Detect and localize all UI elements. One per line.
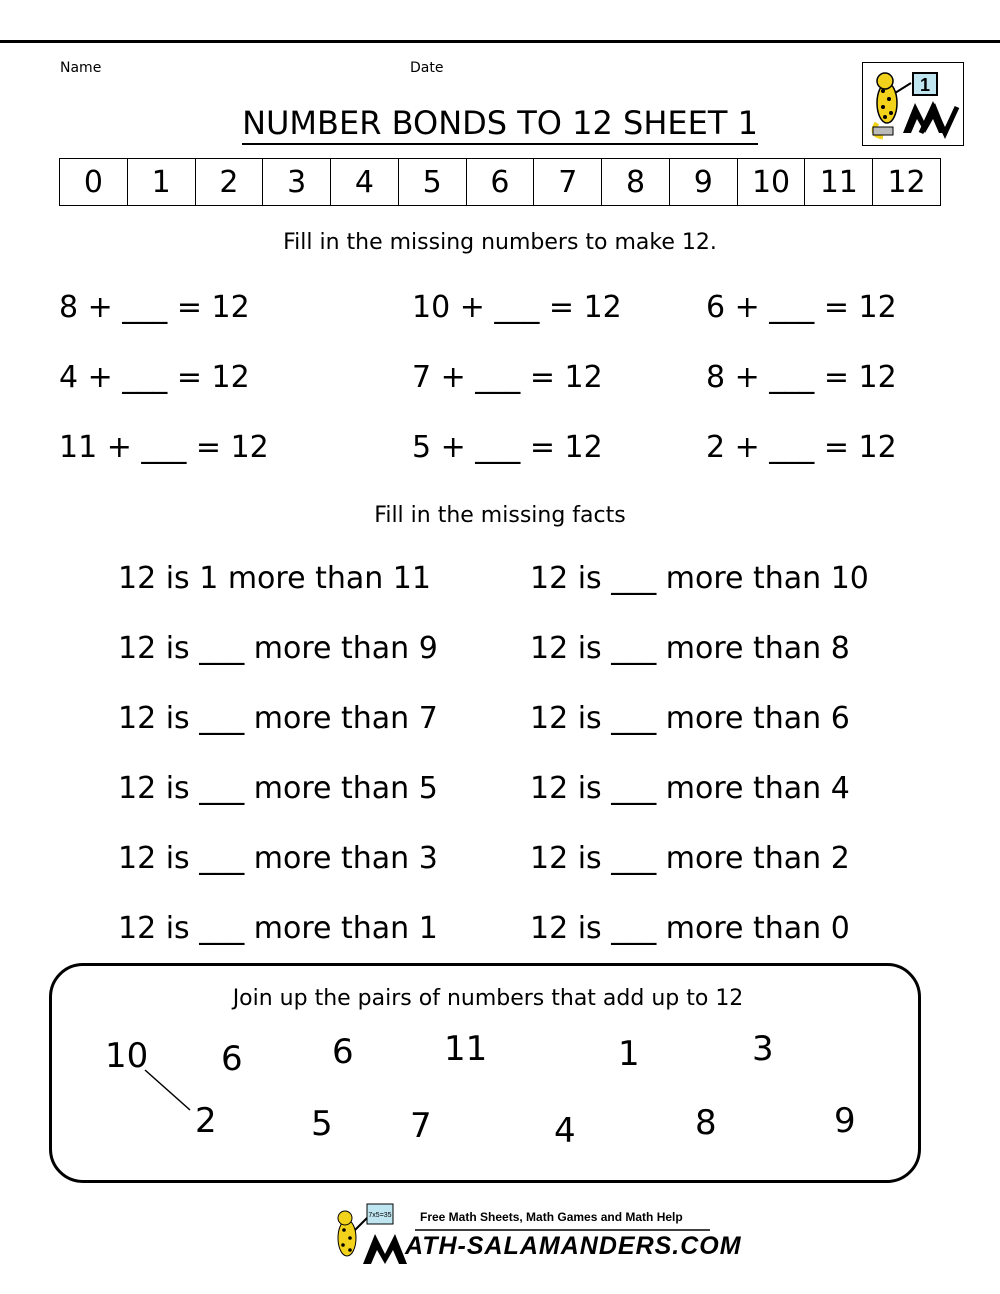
addition-problem: 2 + ___ = 12: [706, 430, 897, 465]
addition-problem: 4 + ___ = 12: [59, 360, 250, 395]
join-number-bottom: 2: [195, 1101, 217, 1141]
join-number-top: 6: [332, 1032, 354, 1072]
number-cell: 12: [872, 159, 940, 205]
join-number-bottom: 5: [311, 1104, 333, 1144]
join-number-top: 6: [221, 1039, 243, 1079]
join-number-bottom: 4: [554, 1111, 576, 1151]
join-line: [49, 963, 921, 1183]
fact-item: 12 is ___ more than 3: [118, 841, 438, 876]
fact-item: 12 is ___ more than 9: [118, 631, 438, 666]
join-number-bottom: 7: [410, 1106, 432, 1146]
number-cell: 11: [804, 159, 872, 205]
addition-problem: 8 + ___ = 12: [706, 360, 897, 395]
join-number-top: 1: [618, 1034, 640, 1074]
fact-item: 12 is ___ more than 10: [530, 561, 869, 596]
number-line: [59, 158, 941, 206]
title-text: NUMBER BONDS TO 12 SHEET 1: [242, 104, 758, 145]
name-label: Name: [60, 60, 102, 76]
number-cell: 8: [601, 159, 669, 205]
number-cell: 9: [669, 159, 737, 205]
join-number-top: 3: [752, 1029, 774, 1069]
join-number-top: 10: [105, 1036, 149, 1076]
number-cell: 7: [533, 159, 601, 205]
addition-problem: 10 + ___ = 12: [412, 290, 622, 325]
join-number-top: 11: [444, 1029, 488, 1069]
join-pairs-box: [49, 963, 921, 1183]
footer-logo-text: 7x5=35: [368, 1212, 392, 1219]
fact-item: 12 is ___ more than 8: [530, 631, 850, 666]
fact-item: 12 is ___ more than 6: [530, 701, 850, 736]
addition-problem: 5 + ___ = 12: [412, 430, 603, 465]
section1-instruction: Fill in the missing numbers to make 12.: [283, 230, 717, 255]
fact-item: 12 is ___ more than 5: [118, 771, 438, 806]
addition-problem: 11 + ___ = 12: [59, 430, 269, 465]
addition-problem: 6 + ___ = 12: [706, 290, 897, 325]
fact-item: 12 is ___ more than 7: [118, 701, 438, 736]
fact-item: 12 is 1 more than 11: [118, 561, 431, 596]
addition-problem: 7 + ___ = 12: [412, 360, 603, 395]
number-cell: 10: [737, 159, 805, 205]
footer-brand-link[interactable]: ATH-SALAMANDERS.COM: [405, 1232, 742, 1260]
fact-item: 12 is ___ more than 2: [530, 841, 850, 876]
fact-item: 12 is ___ more than 0: [530, 911, 850, 946]
number-cell: 4: [330, 159, 398, 205]
section2-instruction: Fill in the missing facts: [374, 503, 626, 528]
number-cell: 0: [83, 164, 103, 200]
date-label: Date: [410, 60, 444, 76]
number-cell: 2: [195, 159, 263, 205]
number-cell: 6: [466, 159, 534, 205]
number-cell: 1: [127, 159, 195, 205]
fact-item: 12 is ___ more than 4: [530, 771, 850, 806]
fact-item: 12 is ___ more than 1: [118, 911, 438, 946]
addition-problem: 8 + ___ = 12: [59, 290, 250, 325]
join-number-bottom: 8: [695, 1103, 717, 1143]
worksheet-title: [0, 104, 1000, 142]
logo-grade: 1: [919, 75, 931, 95]
number-cell: 3: [262, 159, 330, 205]
section3-instruction: Join up the pairs of numbers that add up to 12: [232, 986, 744, 1011]
number-cell: 5: [398, 159, 466, 205]
top-rule: [0, 40, 1000, 43]
footer-tagline: Free Math Sheets, Math Games and Math Help: [420, 1210, 683, 1224]
join-number-bottom: 9: [834, 1101, 856, 1141]
